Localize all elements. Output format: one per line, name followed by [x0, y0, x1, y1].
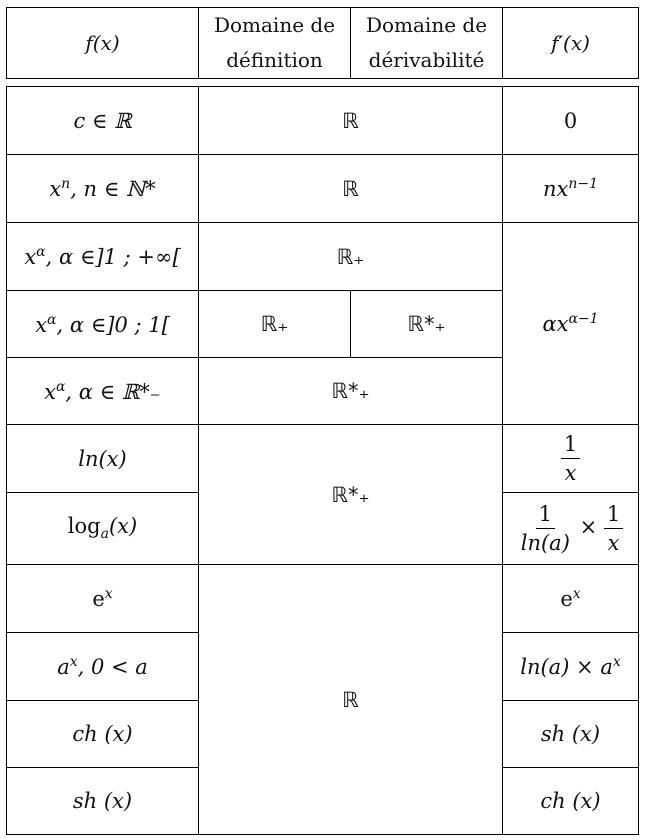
ax-exp: x [69, 654, 78, 670]
log-post: (x) [108, 514, 138, 539]
table-row [7, 87, 639, 155]
alpha-01-rest: , α ∈]0 ; 1[ [56, 312, 170, 337]
cell-domain-alpha-gt1: ℝ₊ [199, 223, 503, 291]
deriv-ax-pre: ln(a) × a [520, 655, 613, 679]
cell-deriv-ax [503, 633, 639, 701]
cell-domain-alpha-neg: ℝ*₊ [199, 358, 503, 425]
frac-ln-num: 1 [561, 431, 580, 459]
power-n-base: x [49, 177, 62, 201]
cell-domain-ln-log: ℝ*₊ [199, 425, 503, 565]
cell-deriv-const: 0 [503, 87, 639, 155]
cell-deriv-power-n [503, 155, 639, 223]
exp-exp: x [104, 586, 113, 602]
cell-f-log [7, 493, 199, 565]
cell-f-alpha-01 [7, 291, 199, 358]
header-fx: f(x) [7, 8, 199, 79]
cell-f-ch: ch (x) [7, 701, 199, 768]
header-fprime: f′(x) [503, 8, 639, 79]
alpha-01-exp: α [47, 311, 57, 328]
cell-f-alpha-neg [7, 358, 199, 425]
cell-deriv-ln [503, 425, 639, 493]
deriv-exp-exp: x [572, 586, 581, 602]
cell-domain-deriv-alpha-01: ℝ*₊ [351, 291, 503, 358]
alpha-neg-exp: α [55, 378, 66, 395]
power-n-rest: , n ∈ ℕ* [70, 177, 156, 201]
cell-f-alpha-gt1 [7, 223, 199, 291]
log-prefix: log [67, 514, 101, 539]
fraction-log-deriv-2 [604, 501, 623, 556]
table-row [7, 223, 639, 291]
table-row [7, 425, 639, 493]
cell-f-exp [7, 565, 199, 633]
cell-domain-const: ℝ [199, 87, 503, 155]
frac-log-num2: 1 [604, 501, 623, 529]
cell-f-ln: ln(x) [7, 425, 199, 493]
log-sub: a [100, 526, 109, 543]
table-row [7, 565, 639, 633]
frac-log-den1: ln(a) [520, 531, 570, 555]
deriv-exp-base: e [560, 587, 573, 611]
deriv-power-n-exp: n−1 [568, 176, 599, 192]
cell-f-power-n [7, 155, 199, 223]
alpha-gt1-rest: , α ∈]1 ; +∞[ [45, 245, 181, 269]
deriv-ax-exp: x [612, 654, 621, 670]
derivatives-table [6, 86, 639, 835]
cell-f-ax [7, 633, 199, 701]
deriv-alpha-exp: α−1 [568, 311, 599, 327]
cell-deriv-exp [503, 565, 639, 633]
alpha-neg-rest: , α ∈ ℝ*₋ [65, 379, 161, 404]
cell-domain-def-alpha-01: ℝ₊ [199, 291, 351, 358]
alpha-neg-base: x [44, 379, 56, 404]
exp-base: e [92, 587, 105, 611]
fraction-log-deriv-1 [518, 501, 573, 556]
deriv-alpha-base: αx [542, 312, 569, 336]
frac-ln-den: x [564, 461, 577, 485]
header-table [6, 7, 639, 79]
cell-deriv-sh: ch (x) [503, 768, 639, 835]
cell-deriv-alpha [503, 223, 639, 425]
cell-deriv-ch: sh (x) [503, 701, 639, 768]
cell-domain-power-n: ℝ [199, 155, 503, 223]
header-domaine-derivabilite: Domaine de dérivabilité [351, 8, 503, 79]
ax-base: a [57, 655, 70, 679]
alpha-gt1-exp: α [36, 244, 46, 260]
alpha-gt1-base: x [24, 245, 37, 269]
table-row [7, 155, 639, 223]
times-sign: × [579, 515, 598, 539]
frac-log-den2: x [607, 531, 620, 555]
fraction-ln-deriv [561, 431, 580, 486]
cell-domain-exp-group: ℝ [199, 565, 503, 835]
deriv-power-n-base: nx [542, 177, 569, 201]
cell-deriv-log [503, 493, 639, 565]
header-domaine-definition: Domaine de définition [199, 8, 351, 79]
cell-f-const: c ∈ ℝ [7, 87, 199, 155]
alpha-01-base: x [35, 312, 48, 337]
cell-f-sh: sh (x) [7, 768, 199, 835]
ax-rest: , 0 < a [77, 655, 148, 679]
frac-log-num1: 1 [536, 501, 555, 529]
power-n-exp: n [61, 176, 71, 192]
